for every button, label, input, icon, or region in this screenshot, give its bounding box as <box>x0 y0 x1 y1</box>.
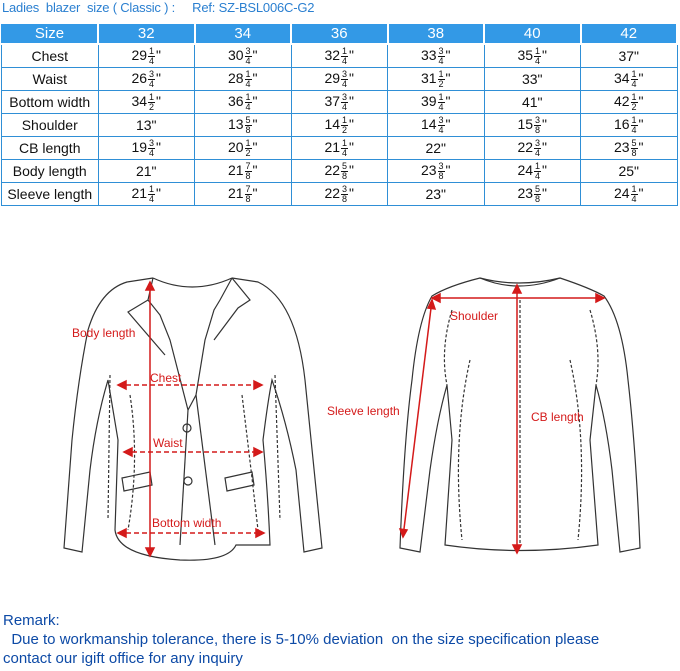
table-cell <box>98 160 195 183</box>
inch-mark: " <box>252 184 258 201</box>
column-header-size-40: 40 <box>484 23 581 44</box>
fraction-denominator: 8 <box>438 170 444 181</box>
cell-fraction <box>534 185 541 204</box>
cell-fraction <box>341 185 348 204</box>
cell-fraction <box>341 139 348 158</box>
fraction-denominator: 4 <box>535 170 541 181</box>
front-measure-lines <box>118 282 264 556</box>
cell-whole: 24 <box>613 184 630 201</box>
fraction-numerator: 1 <box>342 137 348 148</box>
cell-whole: 28 <box>227 69 244 86</box>
fraction-numerator: 3 <box>438 160 444 171</box>
table-cell <box>291 91 388 114</box>
table-cell <box>195 183 292 206</box>
cell-whole: 21 <box>135 163 152 179</box>
table-cell <box>484 68 581 91</box>
table-cell <box>484 91 581 114</box>
fraction-numerator: 1 <box>149 45 155 56</box>
cell-whole: 21 <box>324 138 341 155</box>
cell-whole: 14 <box>324 115 341 132</box>
inch-mark: " <box>156 92 162 109</box>
fraction-numerator: 1 <box>631 68 637 79</box>
cell-fraction <box>438 93 445 112</box>
table-cell <box>195 160 292 183</box>
cell-fraction <box>341 47 348 66</box>
cell-whole: 35 <box>517 46 534 63</box>
row-label: CB length <box>2 137 99 160</box>
fraction-numerator: 1 <box>149 183 155 194</box>
page-title: Ladies blazer size ( Classic ) : Ref: SZ-BSL006C-G2 <box>2 0 315 15</box>
fraction-numerator: 1 <box>631 114 637 125</box>
table-cell <box>291 44 388 68</box>
cell-whole: 36 <box>227 92 244 109</box>
table-cell <box>581 114 678 137</box>
table-row <box>2 44 678 68</box>
inch-mark: " <box>638 115 644 132</box>
cell-whole: 31 <box>420 69 437 86</box>
back-blazer-outline <box>400 278 640 552</box>
fraction-denominator: 4 <box>245 55 251 66</box>
inch-mark: " <box>537 94 543 110</box>
cell-whole: 19 <box>131 138 148 155</box>
fraction-numerator: 1 <box>631 91 637 102</box>
inch-mark: " <box>349 69 355 86</box>
inch-mark: " <box>349 115 355 132</box>
cell-whole: 22 <box>324 161 341 178</box>
cell-whole: 22 <box>517 138 534 155</box>
fraction-numerator: 7 <box>245 183 251 194</box>
table-cell <box>581 160 678 183</box>
table-cell <box>195 91 292 114</box>
inch-mark: " <box>445 69 451 86</box>
column-header-size-34: 34 <box>195 23 292 44</box>
fraction-numerator: 1 <box>342 114 348 125</box>
waist-label: Waist <box>153 436 183 450</box>
cell-fraction <box>148 70 155 89</box>
cell-whole: 33 <box>420 46 437 63</box>
table-cell <box>195 68 292 91</box>
inch-mark: " <box>638 69 644 86</box>
table-cell <box>388 160 485 183</box>
inch-mark: " <box>156 46 162 63</box>
fraction-denominator: 4 <box>149 147 155 158</box>
fraction-denominator: 4 <box>342 55 348 66</box>
fraction-denominator: 4 <box>438 124 444 135</box>
remark-line-2: contact our igift office for any inquiry <box>3 650 243 667</box>
table-cell <box>581 183 678 206</box>
cell-whole: 26 <box>131 69 148 86</box>
cell-whole: 13 <box>227 115 244 132</box>
inch-mark: " <box>349 161 355 178</box>
table-cell <box>581 44 678 68</box>
table-cell <box>484 183 581 206</box>
fraction-numerator: 1 <box>535 160 541 171</box>
table-cell <box>291 160 388 183</box>
fraction-denominator: 2 <box>438 78 444 89</box>
table-row <box>2 183 678 206</box>
cell-fraction <box>631 93 638 112</box>
size-chart-table <box>1 22 678 206</box>
row-label: Bottom width <box>2 91 99 114</box>
inch-mark: " <box>638 92 644 109</box>
inch-mark: " <box>441 186 447 202</box>
fraction-denominator: 8 <box>535 124 541 135</box>
inch-mark: " <box>542 46 548 63</box>
fraction-numerator: 5 <box>342 160 348 171</box>
cell-whole: 30 <box>227 46 244 63</box>
cell-whole: 32 <box>324 46 341 63</box>
inch-mark: " <box>349 184 355 201</box>
table-cell <box>291 68 388 91</box>
fraction-numerator: 1 <box>438 91 444 102</box>
cell-whole: 20 <box>227 138 244 155</box>
inch-mark: " <box>252 115 258 132</box>
fraction-numerator: 1 <box>149 91 155 102</box>
cell-whole: 39 <box>420 92 437 109</box>
fraction-denominator: 4 <box>245 78 251 89</box>
table-row <box>2 114 678 137</box>
inch-mark: " <box>252 161 258 178</box>
row-label: Waist <box>2 68 99 91</box>
fraction-denominator: 8 <box>245 170 251 181</box>
cell-whole: 21 <box>227 184 244 201</box>
cell-whole: 41 <box>521 94 538 110</box>
table-cell <box>484 44 581 68</box>
cell-whole: 23 <box>517 184 534 201</box>
fraction-denominator: 8 <box>342 170 348 181</box>
fraction-denominator: 4 <box>631 193 637 204</box>
cell-fraction <box>148 185 155 204</box>
column-header-size-42: 42 <box>581 23 678 44</box>
fraction-denominator: 2 <box>149 101 155 112</box>
inch-mark: " <box>445 92 451 109</box>
chest-label: Chest <box>150 371 182 385</box>
fraction-denominator: 8 <box>631 147 637 158</box>
table-cell <box>195 137 292 160</box>
fraction-numerator: 3 <box>149 137 155 148</box>
cell-whole: 23 <box>613 138 630 155</box>
table-row <box>2 137 678 160</box>
table-cell <box>291 183 388 206</box>
table-cell <box>388 183 485 206</box>
table-cell <box>195 44 292 68</box>
inch-mark: " <box>542 138 548 155</box>
cell-fraction <box>245 139 252 158</box>
table-row <box>2 68 678 91</box>
cell-whole: 33 <box>521 71 538 87</box>
fraction-denominator: 4 <box>245 101 251 112</box>
fraction-numerator: 3 <box>342 91 348 102</box>
fraction-denominator: 4 <box>342 101 348 112</box>
fraction-denominator: 4 <box>342 147 348 158</box>
fraction-denominator: 4 <box>342 78 348 89</box>
table-cell <box>98 68 195 91</box>
cell-fraction <box>631 185 638 204</box>
table-cell <box>388 137 485 160</box>
fraction-numerator: 1 <box>245 91 251 102</box>
cell-whole: 22 <box>425 140 442 156</box>
cell-whole: 29 <box>324 69 341 86</box>
cell-whole: 21 <box>131 184 148 201</box>
remark-line-1: Due to workmanship tolerance, there is 5-10% deviation on the size specification please <box>3 631 600 648</box>
table-cell <box>581 68 678 91</box>
table-cell <box>388 91 485 114</box>
cell-whole: 23 <box>420 161 437 178</box>
fraction-denominator: 8 <box>245 193 251 204</box>
table-cell <box>388 68 485 91</box>
table-body <box>2 44 678 206</box>
fraction-numerator: 7 <box>245 160 251 171</box>
fraction-numerator: 3 <box>342 183 348 194</box>
fraction-numerator: 3 <box>149 68 155 79</box>
cell-fraction <box>438 162 445 181</box>
body-length-label: Body length <box>72 326 136 340</box>
fraction-numerator: 3 <box>245 45 251 56</box>
cell-fraction <box>245 116 252 135</box>
table-cell <box>581 137 678 160</box>
table-cell <box>291 114 388 137</box>
row-label: Shoulder <box>2 114 99 137</box>
table-cell <box>98 137 195 160</box>
table-cell <box>195 114 292 137</box>
cell-fraction <box>534 139 541 158</box>
inch-mark: " <box>252 69 258 86</box>
inch-mark: " <box>445 46 451 63</box>
cell-whole: 37 <box>618 48 635 64</box>
inch-mark: " <box>252 92 258 109</box>
table-cell <box>581 91 678 114</box>
cell-fraction <box>245 93 252 112</box>
cell-whole: 21 <box>227 161 244 178</box>
cell-fraction <box>631 70 638 89</box>
cell-fraction <box>245 70 252 89</box>
inch-mark: " <box>445 115 451 132</box>
column-header-size-36: 36 <box>291 23 388 44</box>
row-label: Body length <box>2 160 99 183</box>
row-label: Chest <box>2 44 99 68</box>
inch-mark: " <box>349 138 355 155</box>
inch-mark: " <box>349 92 355 109</box>
cell-whole: 14 <box>420 115 437 132</box>
table-cell <box>484 114 581 137</box>
fraction-numerator: 3 <box>535 137 541 148</box>
inch-mark: " <box>151 117 157 133</box>
fraction-numerator: 3 <box>342 68 348 79</box>
fraction-denominator: 4 <box>438 55 444 66</box>
table-cell <box>98 183 195 206</box>
cell-whole: 15 <box>517 115 534 132</box>
cell-fraction <box>341 70 348 89</box>
cell-fraction <box>245 47 252 66</box>
fraction-denominator: 8 <box>535 193 541 204</box>
inch-mark: " <box>638 138 644 155</box>
cell-fraction <box>534 162 541 181</box>
cell-whole: 22 <box>324 184 341 201</box>
fraction-denominator: 8 <box>342 193 348 204</box>
cell-fraction <box>438 47 445 66</box>
fraction-denominator: 2 <box>631 101 637 112</box>
inch-mark: " <box>151 163 157 179</box>
fraction-numerator: 1 <box>245 137 251 148</box>
inch-mark: " <box>537 71 543 87</box>
bottom-width-label: Bottom width <box>152 516 222 530</box>
remark-heading: Remark: <box>3 612 60 629</box>
cell-whole: 25 <box>618 163 635 179</box>
cell-fraction <box>534 116 541 135</box>
fraction-denominator: 4 <box>631 78 637 89</box>
blazer-diagram <box>0 250 680 590</box>
fraction-numerator: 3 <box>535 114 541 125</box>
cell-fraction <box>438 116 445 135</box>
fraction-denominator: 2 <box>245 147 251 158</box>
inch-mark: " <box>634 48 640 64</box>
table-header-row <box>2 23 678 44</box>
inch-mark: " <box>156 69 162 86</box>
fraction-numerator: 1 <box>535 45 541 56</box>
inch-mark: " <box>156 184 162 201</box>
fraction-numerator: 1 <box>342 45 348 56</box>
cell-fraction <box>534 47 541 66</box>
cell-fraction <box>245 185 252 204</box>
cb-length-label: CB length <box>531 410 584 424</box>
fraction-numerator: 5 <box>535 183 541 194</box>
cell-whole: 37 <box>324 92 341 109</box>
cell-whole: 16 <box>613 115 630 132</box>
cell-fraction <box>148 139 155 158</box>
shoulder-label: Shoulder <box>450 309 499 323</box>
fraction-denominator: 4 <box>149 78 155 89</box>
fraction-numerator: 1 <box>245 68 251 79</box>
inch-mark: " <box>542 161 548 178</box>
inch-mark: " <box>445 161 451 178</box>
inch-mark: " <box>542 184 548 201</box>
cell-whole: 24 <box>517 161 534 178</box>
inch-mark: " <box>634 163 640 179</box>
inch-mark: " <box>349 46 355 63</box>
cell-fraction <box>631 139 638 158</box>
fraction-numerator: 3 <box>438 45 444 56</box>
cell-whole: 13 <box>135 117 152 133</box>
table-cell <box>388 114 485 137</box>
column-header-size-32: 32 <box>98 23 195 44</box>
table-cell <box>388 44 485 68</box>
table-cell <box>484 137 581 160</box>
fraction-numerator: 5 <box>245 114 251 125</box>
cell-fraction <box>148 47 155 66</box>
inch-mark: " <box>542 115 548 132</box>
column-header-size: Size <box>2 23 99 44</box>
cell-fraction <box>341 93 348 112</box>
fraction-denominator: 8 <box>245 124 251 135</box>
fraction-denominator: 4 <box>149 193 155 204</box>
column-header-size-38: 38 <box>388 23 485 44</box>
fraction-numerator: 1 <box>438 68 444 79</box>
cell-fraction <box>148 93 155 112</box>
cell-whole: 29 <box>131 46 148 63</box>
inch-mark: " <box>638 184 644 201</box>
inch-mark: " <box>252 46 258 63</box>
table-row <box>2 160 678 183</box>
inch-mark: " <box>252 138 258 155</box>
sleeve-length-label: Sleeve length <box>327 404 400 418</box>
fraction-denominator: 2 <box>342 124 348 135</box>
fraction-denominator: 4 <box>438 101 444 112</box>
cell-fraction <box>341 162 348 181</box>
cell-whole: 42 <box>613 92 630 109</box>
row-label: Sleeve length <box>2 183 99 206</box>
fraction-numerator: 5 <box>631 137 637 148</box>
table-cell <box>484 160 581 183</box>
table-cell <box>291 137 388 160</box>
fraction-denominator: 4 <box>631 124 637 135</box>
inch-mark: " <box>156 138 162 155</box>
cell-fraction <box>245 162 252 181</box>
fraction-numerator: 3 <box>438 114 444 125</box>
remark-section <box>3 611 599 668</box>
cell-whole: 34 <box>613 69 630 86</box>
table-cell <box>98 44 195 68</box>
fraction-denominator: 4 <box>535 147 541 158</box>
fraction-denominator: 4 <box>149 55 155 66</box>
inch-mark: " <box>441 140 447 156</box>
fraction-denominator: 4 <box>535 55 541 66</box>
table-cell <box>98 114 195 137</box>
cell-fraction <box>631 116 638 135</box>
fraction-numerator: 1 <box>631 183 637 194</box>
table-cell <box>98 91 195 114</box>
cell-whole: 23 <box>425 186 442 202</box>
cell-whole: 34 <box>131 92 148 109</box>
cell-fraction <box>341 116 348 135</box>
table-row <box>2 91 678 114</box>
cell-fraction <box>438 70 445 89</box>
